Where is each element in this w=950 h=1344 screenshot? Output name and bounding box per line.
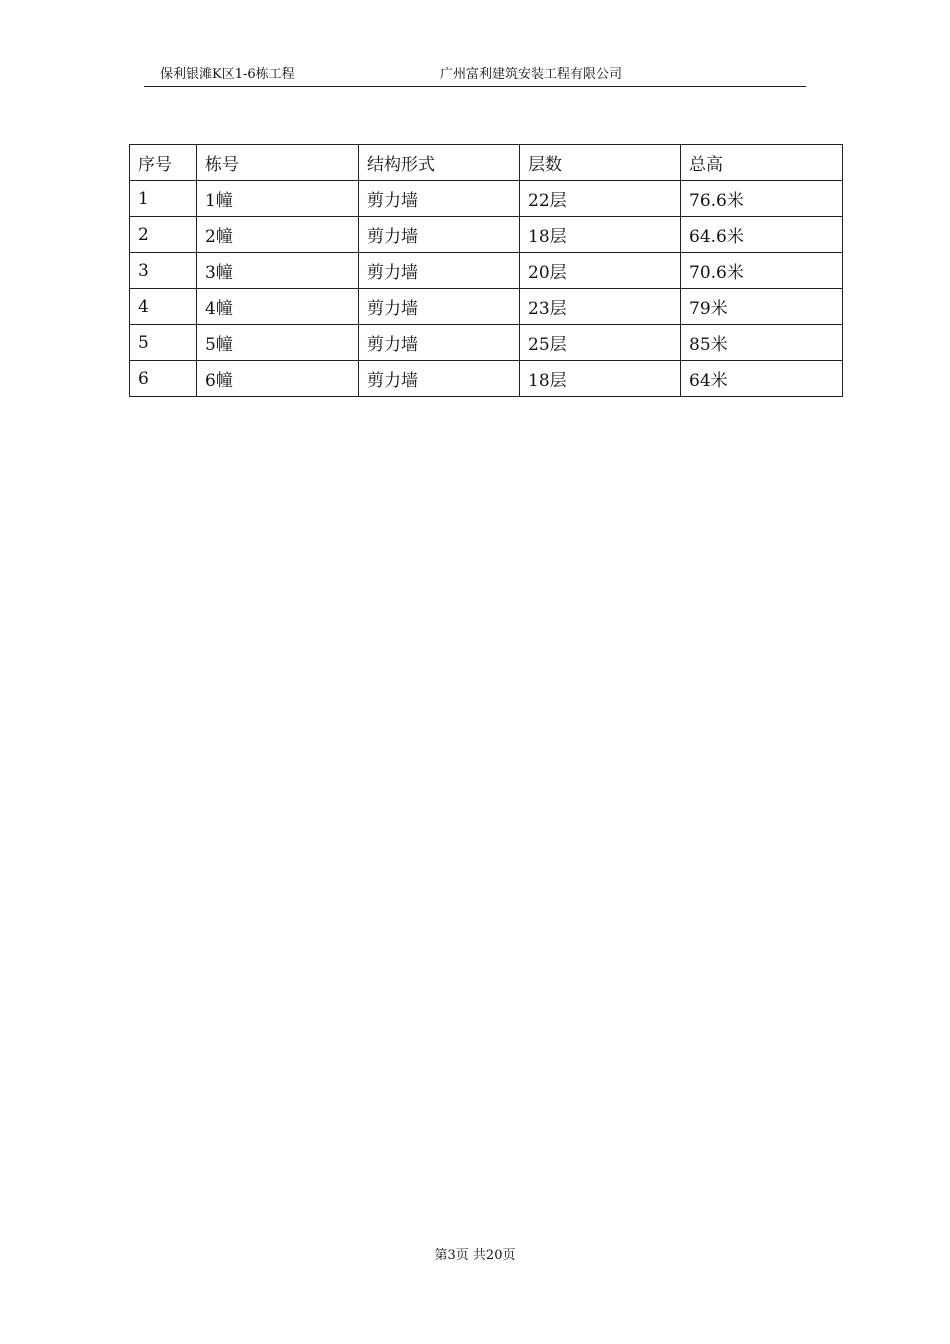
cell-structure: 剪力墙 <box>359 253 520 289</box>
header-project-name: 保利银滩K区1-6栋工程 <box>160 67 295 82</box>
column-header-height: 总高 <box>681 145 843 181</box>
cell-height: 64.6米 <box>681 217 843 253</box>
table-row <box>130 181 843 217</box>
cell-building: 3幢 <box>197 253 359 289</box>
column-header-building: 栋号 <box>197 145 359 181</box>
cell-index: 3 <box>130 253 197 289</box>
page-header <box>144 66 806 87</box>
table-row <box>130 289 843 325</box>
cell-floors: 22层 <box>520 181 681 217</box>
cell-height: 79米 <box>681 289 843 325</box>
cell-structure: 剪力墙 <box>359 181 520 217</box>
cell-floors: 18层 <box>520 361 681 397</box>
page-number: 第3页 共20页 <box>434 1248 516 1263</box>
cell-height: 64米 <box>681 361 843 397</box>
cell-index: 4 <box>130 289 197 325</box>
cell-index: 5 <box>130 325 197 361</box>
table-row <box>130 325 843 361</box>
table-row <box>130 361 843 397</box>
cell-building: 6幢 <box>197 361 359 397</box>
cell-floors: 25层 <box>520 325 681 361</box>
cell-structure: 剪力墙 <box>359 325 520 361</box>
cell-floors: 23层 <box>520 289 681 325</box>
cell-height: 70.6米 <box>681 253 843 289</box>
cell-building: 1幢 <box>197 181 359 217</box>
cell-index: 2 <box>130 217 197 253</box>
cell-height: 76.6米 <box>681 181 843 217</box>
cell-structure: 剪力墙 <box>359 361 520 397</box>
column-header-structure: 结构形式 <box>359 145 520 181</box>
cell-height: 85米 <box>681 325 843 361</box>
cell-index: 1 <box>130 181 197 217</box>
table-row <box>130 253 843 289</box>
cell-floors: 18层 <box>520 217 681 253</box>
building-table <box>129 144 843 397</box>
header-company-name: 广州富利建筑安装工程有限公司 <box>440 67 623 82</box>
cell-building: 5幢 <box>197 325 359 361</box>
table-header-row <box>130 145 843 181</box>
cell-building: 2幢 <box>197 217 359 253</box>
cell-structure: 剪力墙 <box>359 217 520 253</box>
table-row <box>130 217 843 253</box>
cell-floors: 20层 <box>520 253 681 289</box>
cell-structure: 剪力墙 <box>359 289 520 325</box>
column-header-index: 序号 <box>130 145 197 181</box>
cell-building: 4幢 <box>197 289 359 325</box>
column-header-floors: 层数 <box>520 145 681 181</box>
cell-index: 6 <box>130 361 197 397</box>
